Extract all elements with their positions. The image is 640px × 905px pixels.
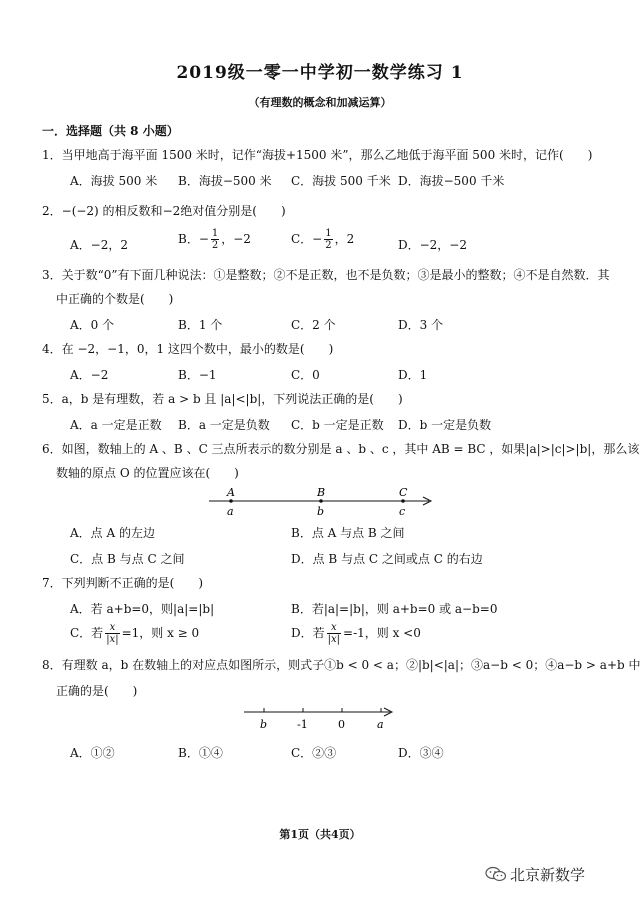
q8-number-line [240,702,400,734]
q2-stem-part3: 绝对值分别是( ) [180,204,286,218]
q4-option-c: C．0 [291,368,320,382]
fraction-numerator: x [105,622,119,634]
q3-option-a: A．0 个 [70,318,115,332]
q1-option-d: D．海拔−500 千米 [398,174,505,188]
question-8-stem: 8．有理数 a，b 在数轴上的对应点如图所示，则式子①b < 0 < a；②|b|<|a|；③a−b < 0；④a−b > a+b 中 [42,658,640,672]
q4-option-b: B．−1 [178,368,217,382]
watermark-text: 北京新数学 [510,866,586,884]
q2-option-a: A．−2，2 [70,238,128,252]
q6-option-d: D．点 B 与点 C 之间或点 C 的右边 [291,552,483,566]
q6-option-a: A．点 A 的左边 [70,526,155,540]
point-a-label: A [227,486,235,499]
page-footer: 第1页（共4页） [279,828,361,841]
q2-option-c-fraction [324,228,332,251]
q7-option-c-fraction [105,622,119,645]
q7-option-d [291,622,421,645]
fraction-numerator: 1 [211,228,219,239]
q1-option-b: B．海拔−500 米 [178,174,272,188]
point-b-label: B [317,486,326,499]
q7-option-c-label: C．若 [70,626,104,640]
q2-stem-part2: −2 [162,204,181,218]
question-5-stem: 5．a，b 是有理数，若 a > b 且 |a|<|b|，下列说法正确的是( ) [42,392,403,406]
axis-label-zero: 0 [338,718,345,731]
question-6-stem-cont: 数轴的原点 O 的位置应该在( ) [56,466,239,480]
fraction-denominator: |x| [106,634,119,645]
q2-option-d: D．−2，−2 [398,238,468,252]
page-subtitle: （有理数的概念和加减运算） [248,96,392,109]
point-b-dot [319,499,323,503]
q6-option-c: C．点 B 与点 C 之间 [70,552,185,566]
point-c-label: C [399,486,408,499]
point-a-dot [229,499,233,503]
q8-option-d: D．③④ [398,746,444,760]
q5-option-c: C．b 一定是正数 [291,418,384,432]
q5-option-b: B．a 一定是负数 [178,418,270,432]
q2-option-c-label: C．− [291,232,323,246]
q6-number-line [205,484,440,520]
q2-option-c-tail: ，2 [334,232,355,246]
q7-option-c-tail: =1，则 x ≥ 0 [121,626,200,640]
page-title: 2019级一零一中学初一数学练习 1 [176,63,464,83]
q2-option-b [178,228,251,251]
question-4-stem: 4．在 −2，−1，0，1 这四个数中，最小的数是( ) [42,342,334,356]
q7-option-c [70,622,199,645]
q1-option-a: A．海拔 500 米 [70,174,158,188]
question-1-stem: 1．当甲地高于海平面 1500 米时，记作“海拔+1500 米”，那么乙地低于海平面 500 米时，记作( ) [42,148,593,162]
q4-option-d: D．1 [398,368,428,382]
q8-option-a: A．①② [70,746,115,760]
q7-option-d-fraction [327,622,341,645]
q5-option-d: D．b 一定是负数 [398,418,492,432]
q2-option-b-label: B．− [178,232,209,246]
q3-option-d: D．3 个 [398,318,444,332]
q3-option-c: C．2 个 [291,318,336,332]
axis-label-a: a [377,718,384,731]
fraction-denominator: |x| [327,634,341,645]
question-6-stem: 6．如图，数轴上的 A 、B 、C 三点所表示的数分别是 a 、b 、c ，其中 AB = BC ，如果|a|>|c|>|b|，那么该 [42,442,640,456]
point-b-value: b [317,505,325,518]
point-a-value: a [227,505,234,518]
fraction-denominator: 2 [325,240,332,251]
wechat-icon [485,866,507,882]
point-c-value: c [399,505,406,518]
q3-option-b: B．1 个 [178,318,223,332]
question-7-stem: 7．下列判断不正确的是( ) [42,576,203,590]
q7-option-a: A．若 a+b=0，则|a|=|b| [70,602,215,616]
q7-option-d-label: D．若 [291,626,325,640]
fraction-numerator: x [327,622,341,634]
q2-option-b-tail: ，−2 [221,232,251,246]
q7-option-b: B．若|a|=|b|，则 a+b=0 或 a−b=0 [291,602,498,616]
axis-label-minus-one: -1 [297,718,308,731]
q8-option-b: B．①④ [178,746,223,760]
axis-label-b: b [260,718,268,731]
fraction-numerator: 1 [325,228,332,239]
question-2-stem [42,202,286,219]
question-3-stem-cont: 中正确的个数是( ) [56,292,174,306]
q2-option-c [291,228,354,251]
section-heading: 一．选择题（共 8 小题） [42,124,179,138]
q1-option-c: C．海拔 500 千米 [291,174,391,188]
point-c-dot [401,499,405,503]
q5-option-a: A．a 一定是正数 [70,418,162,432]
question-8-stem-cont: 正确的是( ) [56,684,138,698]
q8-option-c: C．②③ [291,746,337,760]
q2-stem-part1: 2．−(−2) 的相反数和 [42,204,163,218]
q7-option-d-tail: =-1，则 x <0 [343,626,421,640]
q6-option-b: B．点 A 与点 B 之间 [291,526,405,540]
fraction-denominator: 2 [211,240,219,251]
q4-option-a: A．−2 [70,368,109,382]
question-3-stem: 3．关于数“0”有下面几种说法：①是整数；②不是正数，也不是负数；③是最小的整数；④不是自然数．其 [42,268,610,282]
q2-option-b-fraction [211,228,219,251]
